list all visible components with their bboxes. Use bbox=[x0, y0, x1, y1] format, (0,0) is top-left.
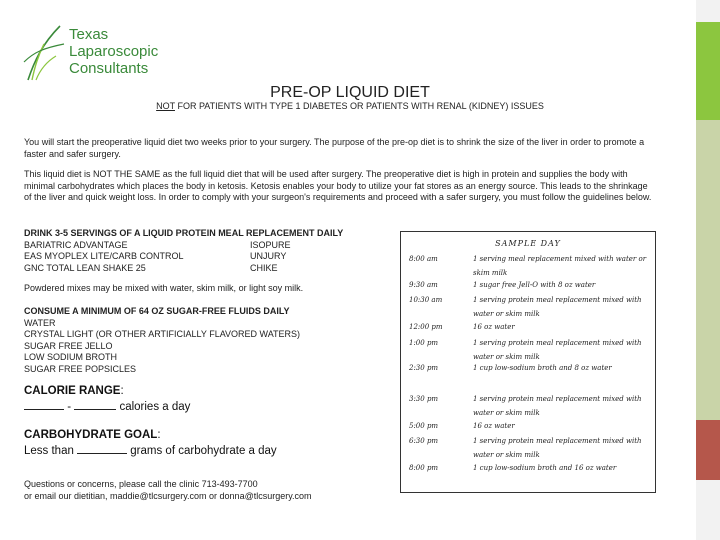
page-subtitle bbox=[0, 101, 700, 111]
intro-paragraph-2: This liquid diet is NOT THE SAME as the full liquid diet that will be used after surgery. The preoperative diet is high in protein and supplies the body with minimal carbohydrates which places the body in ketosis. Ketosis enables your body to utilize your fat stores as an energy source. This leads to the shrinkage of the liver and quick weight loss. In order to comply with your surgeon's requirements and proceed with a safer surgery, you must follow the guidelines below. bbox=[24, 169, 652, 202]
entry-time: 8:00 am bbox=[409, 255, 438, 263]
entry-time: 9:30 am bbox=[409, 281, 438, 289]
entry-description: 1 serving protein meal replacement mixed with water or skim milk bbox=[473, 437, 642, 459]
carb-blank bbox=[77, 442, 127, 454]
fluid-item: CRYSTAL LIGHT (OR OTHER ARTIFICIALLY FLAVORED WATERS) bbox=[24, 329, 301, 339]
accent-bar-top bbox=[696, 0, 720, 22]
sample-day-title: SAMPLE DAY bbox=[495, 239, 561, 248]
product-name: GNC TOTAL LEAN SHAKE 25 bbox=[24, 262, 146, 273]
carb-section bbox=[24, 428, 277, 458]
logo-text bbox=[69, 26, 158, 77]
carb-suffix: grams of carbohydrate a day bbox=[130, 445, 277, 457]
sample-day-box bbox=[400, 231, 656, 493]
product-name: BARIATRIC ADVANTAGE bbox=[24, 239, 128, 250]
entry-description: 1 serving protein meal replacement mixed with water or skim milk bbox=[473, 395, 642, 417]
protein-section bbox=[24, 228, 343, 274]
mixing-note: Powdered mixes may be mixed with water, skim milk, or light soy milk. bbox=[24, 283, 304, 293]
product-name: UNJURY bbox=[250, 251, 287, 261]
intro-paragraph-1: You will start the preoperative liquid diet two weeks prior to your surgery. The purpose of the pre-op diet is to shrink the size of the liver in order to promote a faster and safer surgery. bbox=[24, 137, 645, 159]
fluid-item: WATER bbox=[24, 317, 56, 328]
product-row bbox=[24, 240, 343, 252]
carb-colon: : bbox=[157, 429, 161, 441]
carb-prefix: Less than bbox=[24, 445, 74, 457]
entry-description: 1 cup low-sodium broth and 8 oz water bbox=[473, 364, 612, 372]
calorie-suffix: calories a day bbox=[119, 401, 191, 413]
entry-time: 3:30 pm bbox=[409, 395, 439, 403]
fluids-section bbox=[24, 306, 300, 375]
entry-description: 16 oz water bbox=[473, 323, 515, 331]
accent-bar-bottom bbox=[696, 480, 720, 540]
entry-description: 1 serving protein meal replacement mixed with water or skim milk bbox=[473, 296, 642, 318]
entry-time: 2:30 pm bbox=[409, 364, 439, 372]
entry-time: 6:30 pm bbox=[409, 437, 439, 445]
product-name: CHIKE bbox=[250, 262, 278, 273]
fluid-item: SUGAR FREE POPSICLES bbox=[24, 363, 137, 374]
entry-time: 12:00 pm bbox=[409, 323, 443, 331]
accent-bar-olive bbox=[696, 120, 720, 420]
fluid-item: LOW SODIUM BROTH bbox=[24, 352, 118, 362]
logo-line-1: Texas bbox=[69, 26, 109, 43]
entry-time: 8:00 pm bbox=[409, 464, 439, 472]
entry-description: 1 serving meal replacement mixed with water or skim milk bbox=[473, 255, 647, 277]
calorie-dash: - bbox=[67, 401, 72, 413]
fluids-heading: CONSUME A MINIMUM OF 64 OZ SUGAR-FREE FLUIDS DAILY bbox=[24, 306, 290, 316]
carb-heading: CARBOHYDRATE GOAL bbox=[24, 429, 158, 441]
clinic-logo bbox=[20, 22, 170, 82]
calorie-section bbox=[24, 384, 190, 414]
calorie-heading: CALORIE RANGE bbox=[24, 385, 121, 397]
product-name: EAS MYOPLEX LITE/CARB CONTROL bbox=[24, 251, 184, 261]
contact-email-line: or email our dietitian, maddie@tlcsurgery.com or donna@tlcsurgery.com bbox=[24, 491, 312, 501]
product-row bbox=[24, 263, 343, 275]
contact-phone-line: Questions or concerns, please call the clinic 713-493-7700 bbox=[24, 479, 258, 489]
page-title: PRE-OP LIQUID DIET bbox=[270, 84, 430, 101]
entry-time: 10:30 am bbox=[409, 296, 443, 304]
entry-time: 1:00 pm bbox=[409, 339, 439, 347]
logo-line-2: Laparoscopic bbox=[69, 43, 159, 60]
fluid-item: SUGAR FREE JELLO bbox=[24, 340, 113, 351]
entry-description: 1 sugar free Jell-O with 8 oz water bbox=[473, 281, 596, 289]
entry-description: 16 oz water bbox=[473, 422, 515, 430]
grass-logo-icon bbox=[20, 22, 70, 82]
subtitle-rest: FOR PATIENTS WITH TYPE 1 DIABETES OR PATIENTS WITH RENAL (KIDNEY) ISSUES bbox=[174, 101, 544, 111]
accent-bar-red bbox=[696, 420, 720, 480]
subtitle-emphasis: NOT bbox=[156, 101, 175, 111]
contact-info bbox=[24, 478, 312, 502]
calorie-min-blank bbox=[24, 398, 64, 410]
logo-line-3: Consultants bbox=[69, 60, 149, 77]
entry-time: 5:00 pm bbox=[409, 422, 439, 430]
protein-heading: DRINK 3-5 SERVINGS OF A LIQUID PROTEIN MEAL REPLACEMENT DAILY bbox=[24, 228, 344, 238]
product-row bbox=[24, 251, 343, 263]
entry-description: 1 serving protein meal replacement mixed with water or skim milk bbox=[473, 339, 642, 361]
entry-description: 1 cup low-sodium broth and 16 oz water bbox=[473, 464, 617, 472]
calorie-colon: : bbox=[120, 385, 124, 397]
product-name: ISOPURE bbox=[250, 239, 291, 250]
calorie-max-blank bbox=[74, 398, 116, 410]
